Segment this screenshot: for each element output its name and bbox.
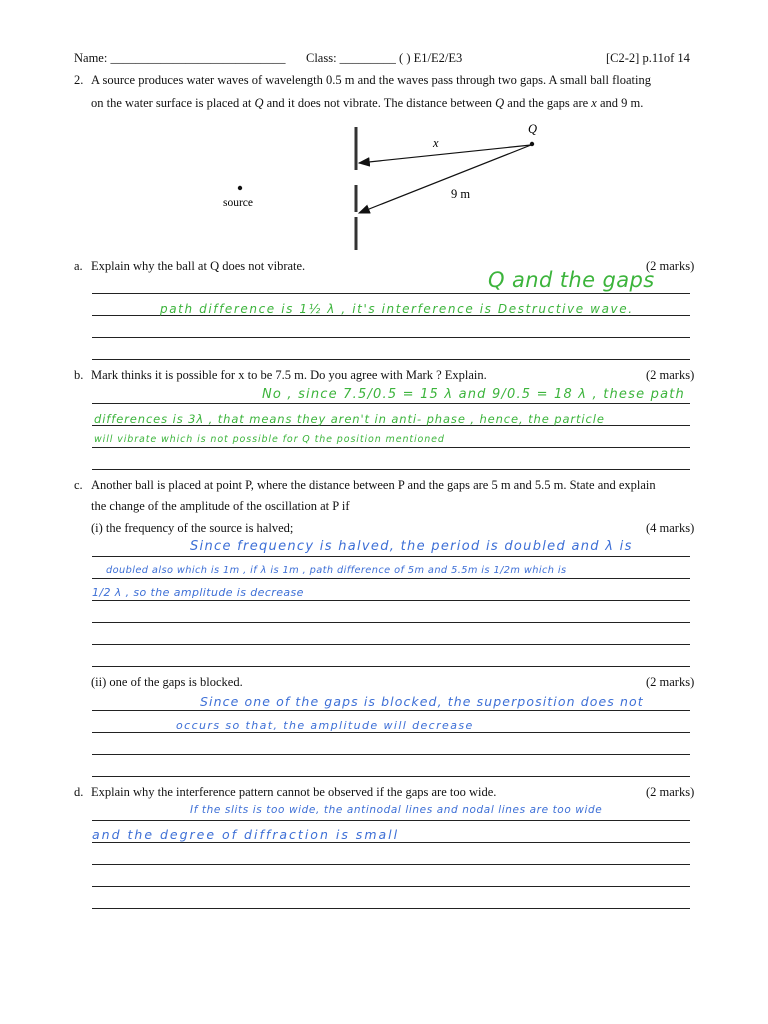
part-c-question-line2: the change of the amplitude of the oscillation at P if <box>91 499 350 513</box>
part-d-letter: d. <box>74 785 84 799</box>
part-c-question-line1: Another ball is placed at point P, where the distance between P and the gaps are 5 m and 5.5 m. State and explain <box>91 478 656 492</box>
path-9m-arrow <box>359 145 531 213</box>
answer-line <box>92 447 690 448</box>
page-reference: [C2-2] p.11of 14 <box>606 51 690 65</box>
intro-text-c: and the gaps are <box>504 96 592 110</box>
part-a-marks: (2 marks) <box>646 259 695 273</box>
name-field: Name: ____________________________ <box>74 51 286 65</box>
intro-text-d: and 9 m. <box>596 96 644 110</box>
label-x: x <box>433 136 439 150</box>
label-9m: 9 m <box>451 187 471 201</box>
part-d-marks: (2 marks) <box>646 785 695 799</box>
part-c-i-question: (i) the frequency of the source is halved; <box>91 521 294 535</box>
answer-line <box>92 359 690 360</box>
path-x-arrow <box>359 145 531 163</box>
label-q: Q <box>528 122 538 136</box>
intro-q: Q <box>254 96 264 110</box>
answer-line <box>92 337 690 338</box>
part-d-answer-line1: If the slits is too wide, the antinodal lines and nodal lines are too wide <box>190 804 603 816</box>
part-d-answer-line2: and the degree of diffraction is small <box>92 827 400 842</box>
answer-line <box>92 710 690 711</box>
part-c-ii-question: (ii) one of the gaps is blocked. <box>91 675 243 689</box>
answer-line <box>92 820 690 821</box>
source-dot <box>238 186 242 190</box>
part-d-question: Explain why the interference pattern cannot be observed if the gaps are too wide. <box>91 785 497 799</box>
part-a-answer-line2: path difference is 1½ λ , it's interference is Destructive wave. <box>160 302 634 316</box>
part-a-letter: a. <box>74 259 83 273</box>
part-b-question: Mark thinks it is possible for x to be 7.5 m. Do you agree with Mark ? Explain. <box>91 368 487 382</box>
class-field: Class: _________ ( ) E1/E2/E3 <box>306 51 463 65</box>
part-b-answer-line1: No , since 7.5/0.5 = 15 λ and 9/0.5 = 18 λ , these path <box>262 387 685 402</box>
part-c-letter: c. <box>74 478 83 492</box>
part-c-i-answer-line3: 1/2 λ , so the amplitude is decrease <box>92 586 304 599</box>
double-slit-diagram <box>0 115 768 375</box>
part-b-letter: b. <box>74 368 84 382</box>
answer-line <box>92 469 690 470</box>
point-q-dot <box>530 142 534 146</box>
intro-x: x <box>591 96 597 110</box>
answer-line <box>92 886 690 887</box>
part-c-i-answer-line1: Since frequency is halved, the period is doubled and λ is <box>190 539 633 554</box>
part-c-i-answer-line2: doubled also which is 1m , if λ is 1m , path difference of 5m and 5.5m is 1/2m which is <box>106 565 567 576</box>
answer-line <box>92 403 690 404</box>
part-c-ii-marks: (2 marks) <box>646 675 695 689</box>
intro-text-a: on the water surface is placed at <box>91 96 255 110</box>
part-a-answer-line1: Q and the gaps <box>488 268 655 292</box>
part-b-answer-line2: differences is 3λ , that means they aren't in anti- phase , hence, the particle <box>94 412 605 426</box>
part-b-marks: (2 marks) <box>646 368 695 382</box>
answer-line <box>92 578 690 579</box>
answer-line <box>92 908 690 909</box>
question-intro-line2 <box>91 96 643 111</box>
answer-line <box>92 600 690 601</box>
answer-line <box>92 754 690 755</box>
answer-line <box>92 556 690 557</box>
answer-line <box>92 842 690 843</box>
intro-text-b: and it does not vibrate. The distance between <box>263 96 496 110</box>
part-c-i-marks: (4 marks) <box>646 521 695 535</box>
answer-line <box>92 622 690 623</box>
intro-q2: Q <box>495 96 505 110</box>
answer-line <box>92 732 690 733</box>
answer-line <box>92 666 690 667</box>
label-source: source <box>223 197 254 209</box>
part-a-question: Explain why the ball at Q does not vibrate. <box>91 259 306 273</box>
answer-line <box>92 776 690 777</box>
part-c-ii-answer-line1: Since one of the gaps is blocked, the superposition does not <box>200 694 644 709</box>
part-c-ii-answer-line2: occurs so that, the amplitude will decrease <box>176 719 474 732</box>
answer-line <box>92 864 690 865</box>
part-b-answer-line3: will vibrate which is not possible for Q the position mentioned <box>94 434 445 445</box>
question-intro-line1: A source produces water waves of wavelength 0.5 m and the waves pass through two gaps. A small ball floating <box>91 73 651 87</box>
answer-line <box>92 644 690 645</box>
answer-line <box>92 293 690 294</box>
question-number: 2. <box>74 73 84 87</box>
